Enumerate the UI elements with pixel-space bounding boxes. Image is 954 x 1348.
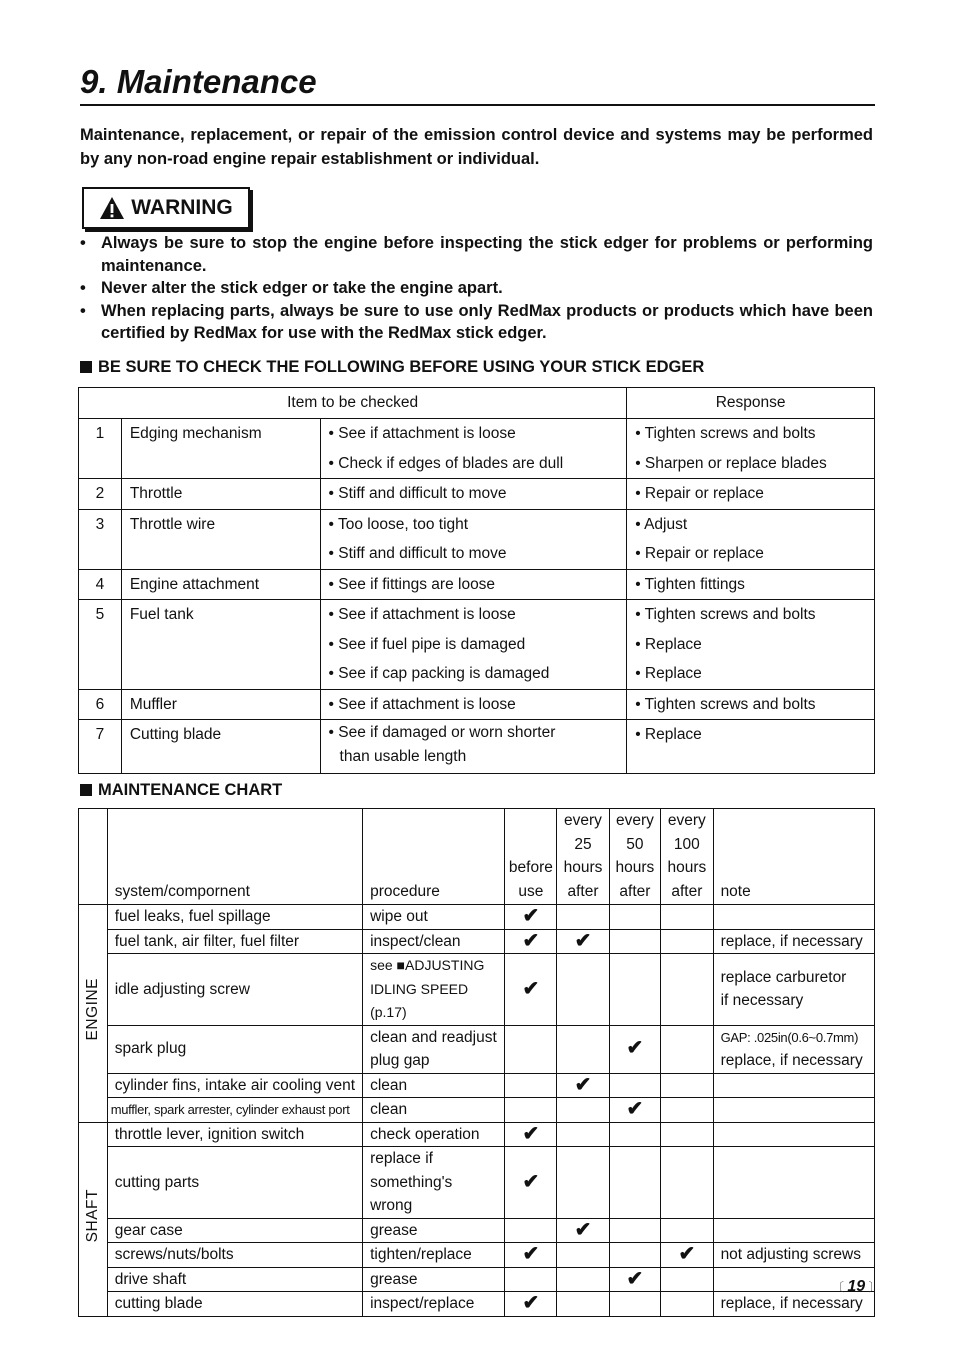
check-mark: ✔	[557, 929, 609, 954]
note-line: if necessary	[720, 992, 804, 1010]
note-cell	[713, 954, 874, 1026]
check-mark: ✔	[505, 954, 557, 1026]
check-detail: • See if attachment is loose	[328, 695, 516, 713]
row-number: 4	[95, 575, 105, 593]
check-item: Edging mechanism	[129, 425, 262, 442]
warning-text: WARNING	[131, 196, 233, 219]
procedure-cell: inspect/replace	[363, 1292, 505, 1317]
header-line: hours	[615, 859, 655, 876]
row-number: 2	[95, 485, 105, 502]
check-response: • Tighten fittings	[635, 575, 745, 593]
group-label-shaft: SHAFT	[79, 1122, 108, 1316]
table-header-row	[79, 388, 875, 419]
system-cell: fuel leaks, fuel spillage	[107, 905, 362, 930]
table-row	[79, 1073, 875, 1098]
maintenance-chart-heading	[80, 780, 282, 800]
table-row	[79, 509, 875, 569]
intro-paragraph: Maintenance, replacement, or repair of the emission control device and systems may be performed by any non-road engine repair establishment or individual.	[80, 126, 873, 168]
page-number: 〔 19 〕	[832, 1278, 881, 1295]
check-mark: ✔	[557, 1073, 609, 1098]
table-row	[79, 600, 875, 690]
group-header-blank	[79, 809, 108, 905]
check-item: Throttle	[129, 485, 183, 502]
check-section-heading	[80, 357, 704, 377]
header-line: 50	[626, 835, 644, 853]
check-response: • Tighten screws and bolts	[635, 695, 816, 713]
table-row	[79, 1098, 875, 1123]
check-mark: ✔	[609, 1025, 660, 1073]
check-detail: • See if cap packing is damaged	[328, 665, 550, 682]
check-item: Throttle wire	[129, 515, 216, 533]
table-row	[79, 479, 875, 510]
table-row	[79, 954, 875, 1026]
check-response: • Replace	[635, 665, 702, 682]
system-cell: idle adjusting screw	[107, 954, 362, 1026]
maintenance-heading-text: MAINTENANCE CHART	[98, 781, 283, 799]
warning-item: • Never alter the stick edger or take the engine apart.	[80, 277, 873, 300]
check-detail: • Stiff and difficult to move	[328, 485, 507, 502]
check-response: • Sharpen or replace blades	[635, 454, 827, 472]
system-cell: spark plug	[107, 1025, 362, 1073]
maintenance-chart-table	[78, 808, 875, 1317]
procedure-line: see ■ADJUSTING	[370, 957, 485, 973]
check-response: • Tighten screws and bolts	[635, 425, 816, 442]
header-line: hours	[667, 859, 707, 876]
warning-list	[80, 232, 873, 345]
table-row	[79, 720, 875, 774]
check-mark: ✔	[609, 1098, 660, 1123]
header-every-50	[609, 809, 660, 905]
check-item: Engine attachment	[129, 575, 260, 593]
check-detail: • See if fittings are loose	[328, 575, 496, 593]
check-table	[78, 387, 875, 774]
procedure-line: clean and readjust	[370, 1028, 497, 1046]
check-detail: • Check if edges of blades are dull	[328, 454, 564, 472]
table-row	[79, 929, 875, 954]
procedure-line: something's wrong	[370, 1173, 453, 1214]
row-number: 1	[95, 425, 105, 442]
group-label-engine: ENGINE	[79, 905, 108, 1123]
procedure-line: IDLING SPEED (p.17)	[370, 980, 469, 1020]
table-header-row	[79, 809, 875, 905]
note-cell	[713, 1218, 874, 1243]
header-line: before	[508, 859, 553, 876]
procedure-cell	[363, 1147, 505, 1219]
check-mark: ✔	[505, 1243, 557, 1268]
system-cell: throttle lever, ignition switch	[107, 1122, 362, 1147]
note-cell	[713, 1025, 874, 1073]
procedure-cell: tighten/replace	[363, 1243, 505, 1268]
note-cell: replace, if necessary	[713, 1292, 874, 1317]
check-mark: ✔	[505, 1122, 557, 1147]
note-cell	[713, 1122, 874, 1147]
page-number-value: 19	[847, 1278, 866, 1295]
check-detail: than usable length	[339, 748, 467, 765]
procedure-line: replace if	[370, 1150, 433, 1167]
note-cell	[713, 1147, 874, 1219]
row-number: 6	[95, 695, 105, 713]
header-item-to-check: Item to be checked	[79, 388, 627, 419]
header-line: after	[567, 882, 599, 900]
header-system: system/compornent	[107, 809, 362, 905]
note-cell	[713, 905, 874, 930]
square-bullet-icon	[80, 784, 92, 796]
check-response: • Adjust	[635, 515, 688, 533]
check-mark: ✔	[609, 1267, 660, 1292]
header-line: 100	[673, 835, 700, 853]
check-detail: • Stiff and difficult to move	[328, 545, 507, 562]
procedure-cell: clean	[363, 1073, 505, 1098]
check-item: Fuel tank	[129, 606, 194, 623]
header-line: 25	[574, 835, 592, 853]
note-cell	[713, 1098, 874, 1123]
check-response: • Repair or replace	[635, 485, 764, 502]
header-line: use	[518, 882, 544, 900]
check-mark: ✔	[505, 929, 557, 954]
header-before-use	[505, 809, 557, 905]
note-line: replace carburetor	[720, 968, 847, 986]
header-line: after	[671, 882, 703, 900]
table-row	[79, 1147, 875, 1219]
table-row	[79, 905, 875, 930]
procedure-cell: inspect/clean	[363, 929, 505, 954]
page-title: 9. Maintenance	[80, 60, 875, 106]
system-cell: fuel tank, air filter, fuel filter	[107, 929, 362, 954]
table-row	[79, 569, 875, 600]
header-note: note	[713, 809, 874, 905]
procedure-cell	[363, 954, 505, 1026]
header-response: Response	[627, 388, 875, 419]
system-cell: cutting parts	[107, 1147, 362, 1219]
procedure-cell: clean	[363, 1098, 505, 1123]
header-line: hours	[563, 859, 603, 876]
system-cell: cutting blade	[107, 1292, 362, 1317]
note-cell: replace, if necessary	[713, 929, 874, 954]
note-cell: not adjusting screws	[713, 1243, 874, 1268]
procedure-cell: wipe out	[363, 905, 505, 930]
check-mark: ✔	[505, 1147, 557, 1219]
header-every-25	[557, 809, 609, 905]
table-row	[79, 1292, 875, 1317]
row-number: 7	[95, 726, 105, 743]
table-row	[79, 1243, 875, 1268]
check-item: Muffler	[129, 695, 177, 713]
note-line: replace, if necessary	[720, 1052, 863, 1069]
header-line: every	[667, 812, 706, 829]
table-row	[79, 689, 875, 720]
system-cell: muffler, spark arrester, cylinder exhaust port	[107, 1098, 362, 1123]
check-detail: • Too loose, too tight	[328, 515, 469, 533]
note-line: GAP: .025in(0.6~0.7mm)	[720, 1029, 859, 1045]
check-detail: • See if damaged or worn shorter	[328, 724, 556, 741]
note-cell	[713, 1073, 874, 1098]
table-row	[79, 1218, 875, 1243]
row-number: 3	[95, 515, 105, 533]
system-cell: screws/nuts/bolts	[107, 1243, 362, 1268]
header-line: every	[615, 812, 654, 829]
procedure-cell	[363, 1025, 505, 1073]
procedure-cell: grease	[363, 1218, 505, 1243]
header-every-100	[661, 809, 713, 905]
header-procedure: procedure	[363, 809, 505, 905]
check-detail: • See if fuel pipe is damaged	[328, 635, 526, 653]
warning-item: • Always be sure to stop the engine before inspecting the stick edger for problems or performing maintenance.	[80, 232, 873, 277]
table-row	[79, 419, 875, 479]
check-detail: • See if attachment is loose	[328, 606, 516, 623]
check-mark: ✔	[505, 1292, 557, 1317]
system-cell: gear case	[107, 1218, 362, 1243]
check-item: Cutting blade	[129, 726, 222, 743]
procedure-cell: grease	[363, 1267, 505, 1292]
procedure-cell: check operation	[363, 1122, 505, 1147]
check-detail: • See if attachment is loose	[328, 425, 516, 442]
warning-label	[82, 187, 250, 229]
square-bullet-icon	[80, 361, 92, 373]
check-response: • Tighten screws and bolts	[635, 606, 816, 623]
check-response: • Repair or replace	[635, 545, 764, 562]
table-row	[79, 1025, 875, 1073]
check-response: • Replace	[635, 635, 702, 653]
check-mark: ✔	[557, 1218, 609, 1243]
check-response: • Replace	[635, 726, 702, 743]
check-mark: ✔	[661, 1243, 713, 1268]
check-mark: ✔	[505, 905, 557, 930]
header-line: every	[564, 812, 602, 829]
table-row	[79, 1267, 875, 1292]
check-heading-text: BE SURE TO CHECK THE FOLLOWING BEFORE USING YOUR STICK EDGER	[98, 358, 705, 376]
system-cell: drive shaft	[107, 1267, 362, 1292]
procedure-line: plug gap	[370, 1052, 430, 1069]
header-line: after	[619, 882, 651, 900]
warning-item: • When replacing parts, always be sure to use only RedMax products or products which have been certified by RedMax for use with the RedMax stick edger.	[80, 300, 873, 345]
table-row	[79, 1122, 875, 1147]
row-number: 5	[95, 606, 105, 623]
warning-triangle-icon	[99, 196, 125, 220]
system-cell: cylinder fins, intake air cooling vent	[107, 1073, 362, 1098]
